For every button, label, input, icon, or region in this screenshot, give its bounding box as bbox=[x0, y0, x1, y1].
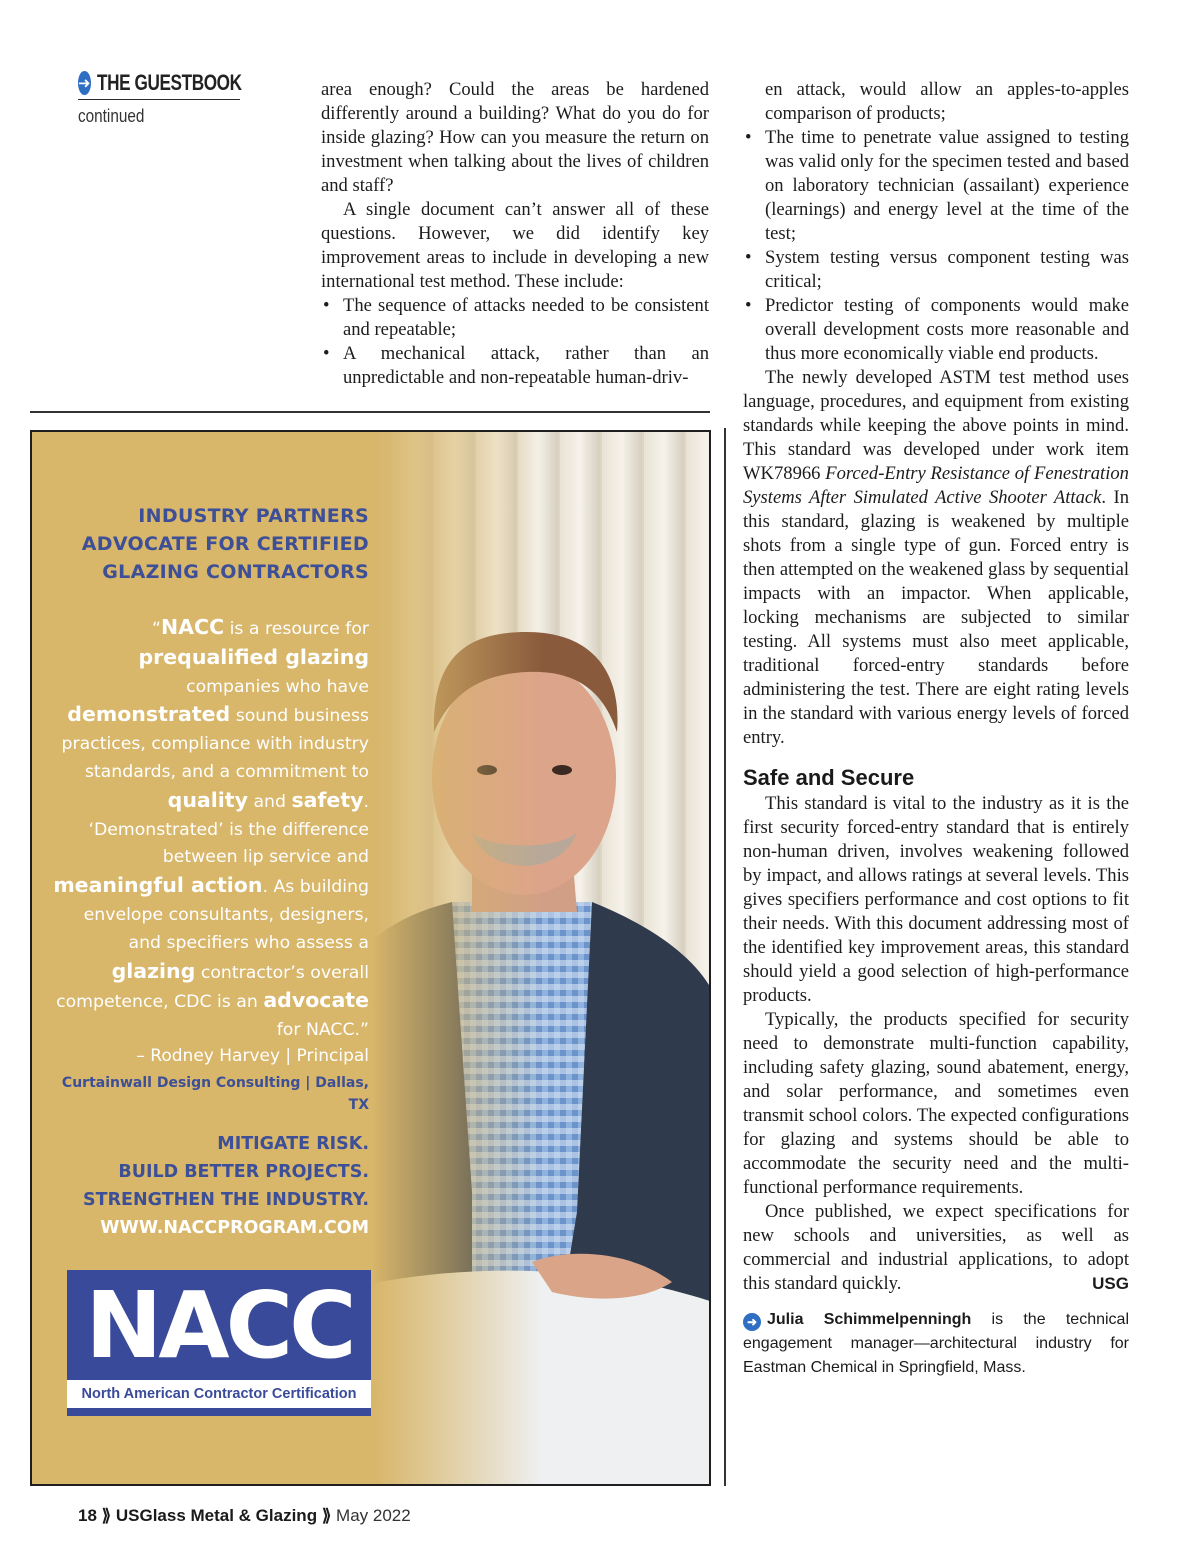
quote-run: . ‘Demonstrated’ is the difference between lip service and bbox=[88, 791, 369, 868]
page-footer bbox=[78, 1506, 411, 1526]
quote-emphasis: advocate bbox=[263, 988, 369, 1013]
bullet-list bbox=[321, 294, 709, 390]
quote-run: companies who have bbox=[186, 676, 369, 697]
list-item: • The sequence of attacks needed to be consistent and repeatable; bbox=[321, 294, 709, 342]
list-item: • Predictor testing of components would make overall development costs more reasonable and thus more economically viable end products. bbox=[743, 294, 1129, 366]
quote-emphasis: demonstrated bbox=[67, 702, 231, 727]
paragraph: A single document can’t answer all of these questions. However, we did identify key improvement areas to include in developing a new international test method. These include: bbox=[321, 199, 709, 292]
quote-run: and bbox=[247, 791, 292, 812]
testimonial-quote bbox=[49, 614, 369, 1045]
list-item: • A mechanical attack, rather than an unpredictable and non-repeatable human-driv- bbox=[321, 342, 709, 390]
ad-headline-line: GLAZING CONTRACTORS bbox=[102, 561, 369, 583]
ad-headline-line: INDUSTRY PARTNERS bbox=[138, 505, 369, 527]
text-run: . In this standard, glazing is weakened by multiple shots from a single type of gun. Forced entry is then attempted on the weakened glass by sequential impacts with an impactor. When applicable, locking mechanisms are subjected to similar testing. All systems must also meet applicable, traditional forced-entry standards before administering the test. There are eight rating levels in the standard with various energy levels of forced entry. bbox=[743, 487, 1129, 748]
text-run: Once published, we expect specifications for new schools and universities, as well as commercial and industrial applications, to adopt this standard quickly. bbox=[743, 1201, 1129, 1294]
quote-run: is a resource for bbox=[224, 619, 369, 639]
publication-name: USGlass Metal & Glazing bbox=[115, 1506, 318, 1525]
footer-separator: ⟫ bbox=[321, 1506, 332, 1525]
list-item: • The time to penetrate value assigned to testing was valid only for the specimen tested and based on laboratory technician (assailant) experience (learnings) and energy level at the time of the test; bbox=[743, 126, 1129, 246]
horizontal-divider bbox=[30, 411, 710, 413]
cta-line: STRENGTHEN THE INDUSTRY. bbox=[83, 1190, 369, 1210]
quote-emphasis: glazing bbox=[111, 958, 196, 983]
section-title: THE GUESTBOOK bbox=[96, 69, 242, 95]
quote-run: “ bbox=[152, 619, 161, 639]
ad-call-to-action bbox=[49, 1130, 369, 1242]
ad-headline bbox=[49, 502, 369, 586]
quote-run: . As building envelope consultants, designers, and specifiers who assess a bbox=[83, 877, 369, 953]
quote-run: sound business practices, compliance with industry standards, and a commitment to bbox=[61, 706, 369, 782]
arrow-right-circle-icon: ➜ bbox=[78, 71, 91, 95]
bullet-list bbox=[743, 126, 1129, 366]
quote-attribution: – Rodney Harvey | Principal bbox=[136, 1046, 369, 1066]
end-sign: USG bbox=[1092, 1274, 1129, 1293]
paragraph: area enough? Could the areas be hardened differently around a building? What do you do for inside glazing? How can you measure the return on investment when talking about the lives of children and staff? bbox=[321, 79, 709, 196]
page-number: 18 bbox=[78, 1506, 97, 1525]
author-bio bbox=[743, 1308, 1129, 1380]
quote-run: for NACC.” bbox=[276, 1020, 369, 1041]
bullet-continuation: en attack, would allow an apples-to-apples comparison of products; bbox=[765, 79, 1129, 124]
paragraph bbox=[743, 1200, 1129, 1296]
issue-date: May 2022 bbox=[336, 1506, 411, 1525]
cta-line: MITIGATE RISK. bbox=[217, 1134, 369, 1154]
logo-wordmark: NACC bbox=[85, 1272, 353, 1379]
ad-website-link[interactable]: WWW.NACCPROGRAM.COM bbox=[100, 1218, 369, 1238]
ad-headline-line: ADVOCATE FOR CERTIFIED bbox=[81, 533, 369, 555]
quote-emphasis: prequalified glazing bbox=[138, 644, 369, 669]
nacc-advertisement[interactable] bbox=[30, 430, 711, 1486]
paragraph: This standard is vital to the industry as it is the first security forced-entry standard that is entirely non-human driven, involves weakening followed by impact, and allows ratings at several levels. This gives specifiers performance and cost options to fit their needs. With this document addressing most of the identified key improvement areas, this standard should yield a good selection of high-performance products. bbox=[743, 793, 1129, 1006]
standard-title: Forced-Entry Resistance of Fenestration Systems After Simulated Active Shooter Attack bbox=[743, 463, 1129, 508]
article-column-1 bbox=[321, 78, 709, 390]
quote-run: contractor’s overall competence, CDC is an bbox=[56, 962, 369, 1013]
section-subtitle: continued bbox=[78, 106, 145, 126]
text-run: The newly developed ASTM test method uses language, procedures, and equipment from existing standards while keeping the above points in mind. This standard was developed under work item WK78966 bbox=[743, 367, 1129, 484]
paragraph bbox=[743, 366, 1129, 750]
arrow-right-circle-icon: ➜ bbox=[743, 1313, 761, 1331]
bio-text: is the technical engagement manager—architectural industry for Eastman Chemical in Springfield, Mass. bbox=[743, 1311, 1130, 1376]
paragraph: Typically, the products specified for security need to demonstrate multi-function capability, including safety glazing, sound abatement, energy, and solar performance, and sometimes even transmit school colors. The expected configurations for glazing and systems should be able to accommodate the security need and the multi-functional performance requirements. bbox=[743, 1009, 1129, 1198]
quote-emphasis: NACC bbox=[161, 615, 225, 639]
footer-separator: ⟫ bbox=[101, 1506, 112, 1525]
list-item: • System testing versus component testing was critical; bbox=[743, 246, 1129, 294]
cta-line: BUILD BETTER PROJECTS. bbox=[118, 1162, 369, 1182]
section-title-row bbox=[78, 70, 240, 100]
quote-emphasis: meaningful action bbox=[53, 873, 263, 898]
author-name: Julia Schimmelpenningh bbox=[767, 1311, 972, 1328]
vertical-divider bbox=[724, 428, 726, 1486]
logo-tagline: North American Contractor Certification bbox=[67, 1380, 371, 1408]
section-heading: Safe and Secure bbox=[743, 765, 915, 790]
nacc-logo bbox=[67, 1270, 371, 1416]
quote-company: Curtainwall Design Consulting | Dallas, TX bbox=[61, 1075, 369, 1113]
article-column-2 bbox=[743, 78, 1129, 1380]
section-header bbox=[78, 70, 240, 127]
quote-emphasis: quality bbox=[167, 787, 248, 812]
quote-emphasis: safety bbox=[291, 787, 364, 812]
